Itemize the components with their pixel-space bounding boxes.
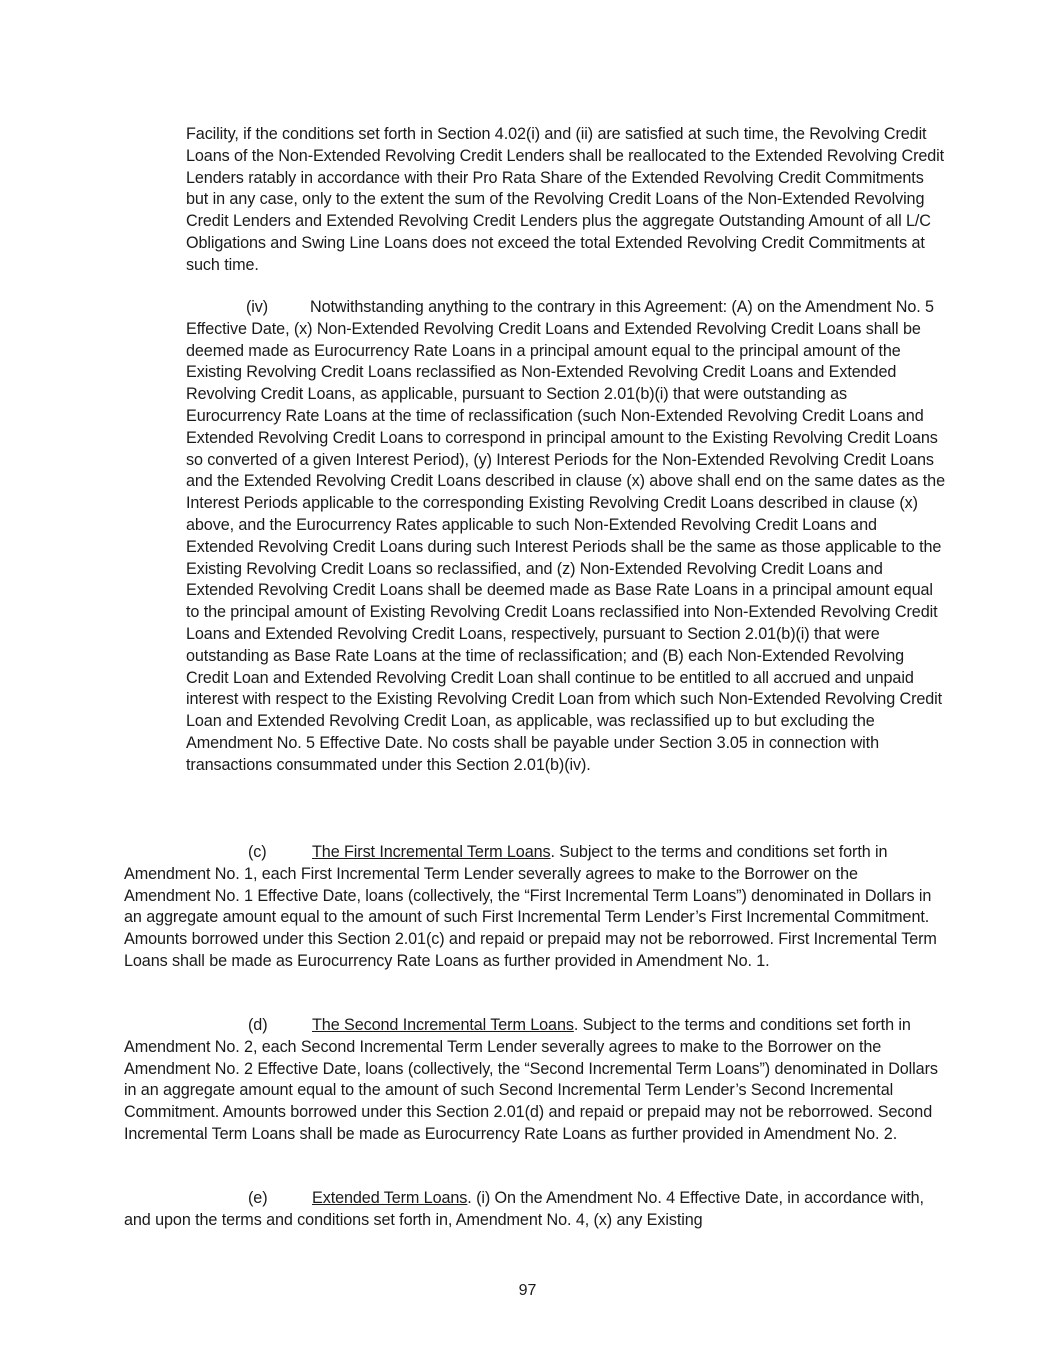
- section-heading: Extended Term Loans: [312, 1189, 468, 1207]
- paragraph-label: (c): [248, 843, 267, 861]
- section-heading: The First Incremental Term Loans: [312, 843, 551, 861]
- paragraph-text: . Subject to the terms and conditions set forth in Amendment No. 2, each Second Incremental Term Lender severally agrees to make to the Borrower on the Amendment No. 2 Effective Date, loans (collectively, the “Second Incremental Term Loans”) denominated in Dollars in an aggregate amount equal to the amount of such Second Incremental Term Lender’s Second Incremental Commitment. Amounts borrowed under this Section 2.01(d) and repaid or prepaid may not be reborrowed. Second Incremental Term Loans shall be made as Eurocurrency Rate Loans as further provided in Amendment No. 2.: [124, 1016, 938, 1143]
- paragraph-text: . Subject to the terms and conditions set forth in Amendment No. 1, each First Incremental Term Lender severally agrees to make to the Borrower on the Amendment No. 1 Effective Date, loans (collectively, the “First Incremental Term Loans”) denominated in Dollars in an aggregate amount equal to the amount of such First Incremental Term Lender’s First Incremental Commitment. Amounts borrowed under this Section 2.01(c) and repaid or prepaid may not be reborrowed. First Incremental Term Loans shall be made as Eurocurrency Rate Loans as further provided in Amendment No. 1.: [124, 843, 937, 970]
- paragraph-text: Facility, if the conditions set forth in Section 4.02(i) and (ii) are satisfied at such time, the Revolving Credit Loans of the Non-Extended Revolving Credit Lenders shall be reallocated to the Extended Revolving Credit Lenders ratably in accordance with their Pro Rata Share of the Extended Revolving Credit Commitments but in any case, only to the extent the sum of the Revolving Credit Loans of the Non-Extended Revolving Credit Lenders and Extended Revolving Credit Lenders plus the aggregate Outstanding Amount of all L/C Obligations and Swing Line Loans does not exceed the total Extended Revolving Credit Commitments at such time.: [186, 125, 945, 274]
- paragraph-label: (d): [248, 1016, 268, 1034]
- paragraph-label: (e): [248, 1189, 268, 1207]
- paragraph-iv: [186, 297, 946, 777]
- paragraph-d: [124, 1015, 946, 1146]
- paragraph-text: Notwithstanding anything to the contrary in this Agreement: (A) on the Amendment No. 5 Effective Date, (x) Non-Extended Revolving Credit Loans and Extended Revolving Credit Loans shall be deemed made as Eurocurrency Rate Loans in a principal amount equal to the principal amount of the Existing Revolving Credit Loans reclassified as Non-Extended Revolving Credit Loans and Extended Revolving Credit Loans, as applicable, pursuant to Section 2.01(b)(i) that were outstanding as Eurocurrency Rate Loans at the time of reclassification (such Non-Extended Revolving Credit Loans and Extended Revolving Credit Loans to correspond in principal amount to the Existing Revolving Credit Loans so converted of a given Interest Period), (y) Interest Periods for the Non-Extended Revolving Credit Loans and the Extended Revolving Credit Loans described in clause (x) above shall end on the same dates as the Interest Periods applicable to the corresponding Existing Revolving Credit Loans described in clause (x) above, and the Eurocurrency Rates applicable to such Non-Extended Revolving Credit Loans and Extended Revolving Credit Loans during such Interest Periods shall be the same as those applicable to the Existing Revolving Credit Loans so reclassified, and (z) Non-Extended Revolving Credit Loans and Extended Revolving Credit Loans shall be deemed made as Base Rate Loans in a principal amount equal to the principal amount of Existing Revolving Credit Loans reclassified into Non-Extended Revolving Credit Loans and Extended Revolving Credit Loans, respectively, pursuant to Section 2.01(b)(i) that were outstanding as Base Rate Loans at the time of reclassification; and (B) each Non-Extended Revolving Credit Loan and Extended Revolving Credit Loan shall continue to be entitled to all accrued and unpaid interest with respect to the Existing Revolving Credit Loan from which such Non-Extended Revolving Credit Loan and Extended Revolving Credit Loan, as applicable, was reclassified up to but excluding the Amendment No. 5 Effective Date. No costs shall be payable under Section 3.05 in connection with transactions consummated under this Section 2.01(b)(iv).: [186, 298, 945, 774]
- section-heading: The Second Incremental Term Loans: [312, 1016, 574, 1034]
- paragraph-e: [124, 1188, 946, 1232]
- paragraph-label: (iv): [246, 298, 269, 316]
- paragraph-c: [124, 842, 946, 973]
- paragraph-text: . (i) On the Amendment No. 4 Effective Date, in accordance with, and upon the terms and conditions set forth in, Amendment No. 4, (x) any Existing: [124, 1189, 924, 1229]
- page-number: 97: [518, 1282, 537, 1299]
- paragraph-iii-continuation: [186, 124, 946, 277]
